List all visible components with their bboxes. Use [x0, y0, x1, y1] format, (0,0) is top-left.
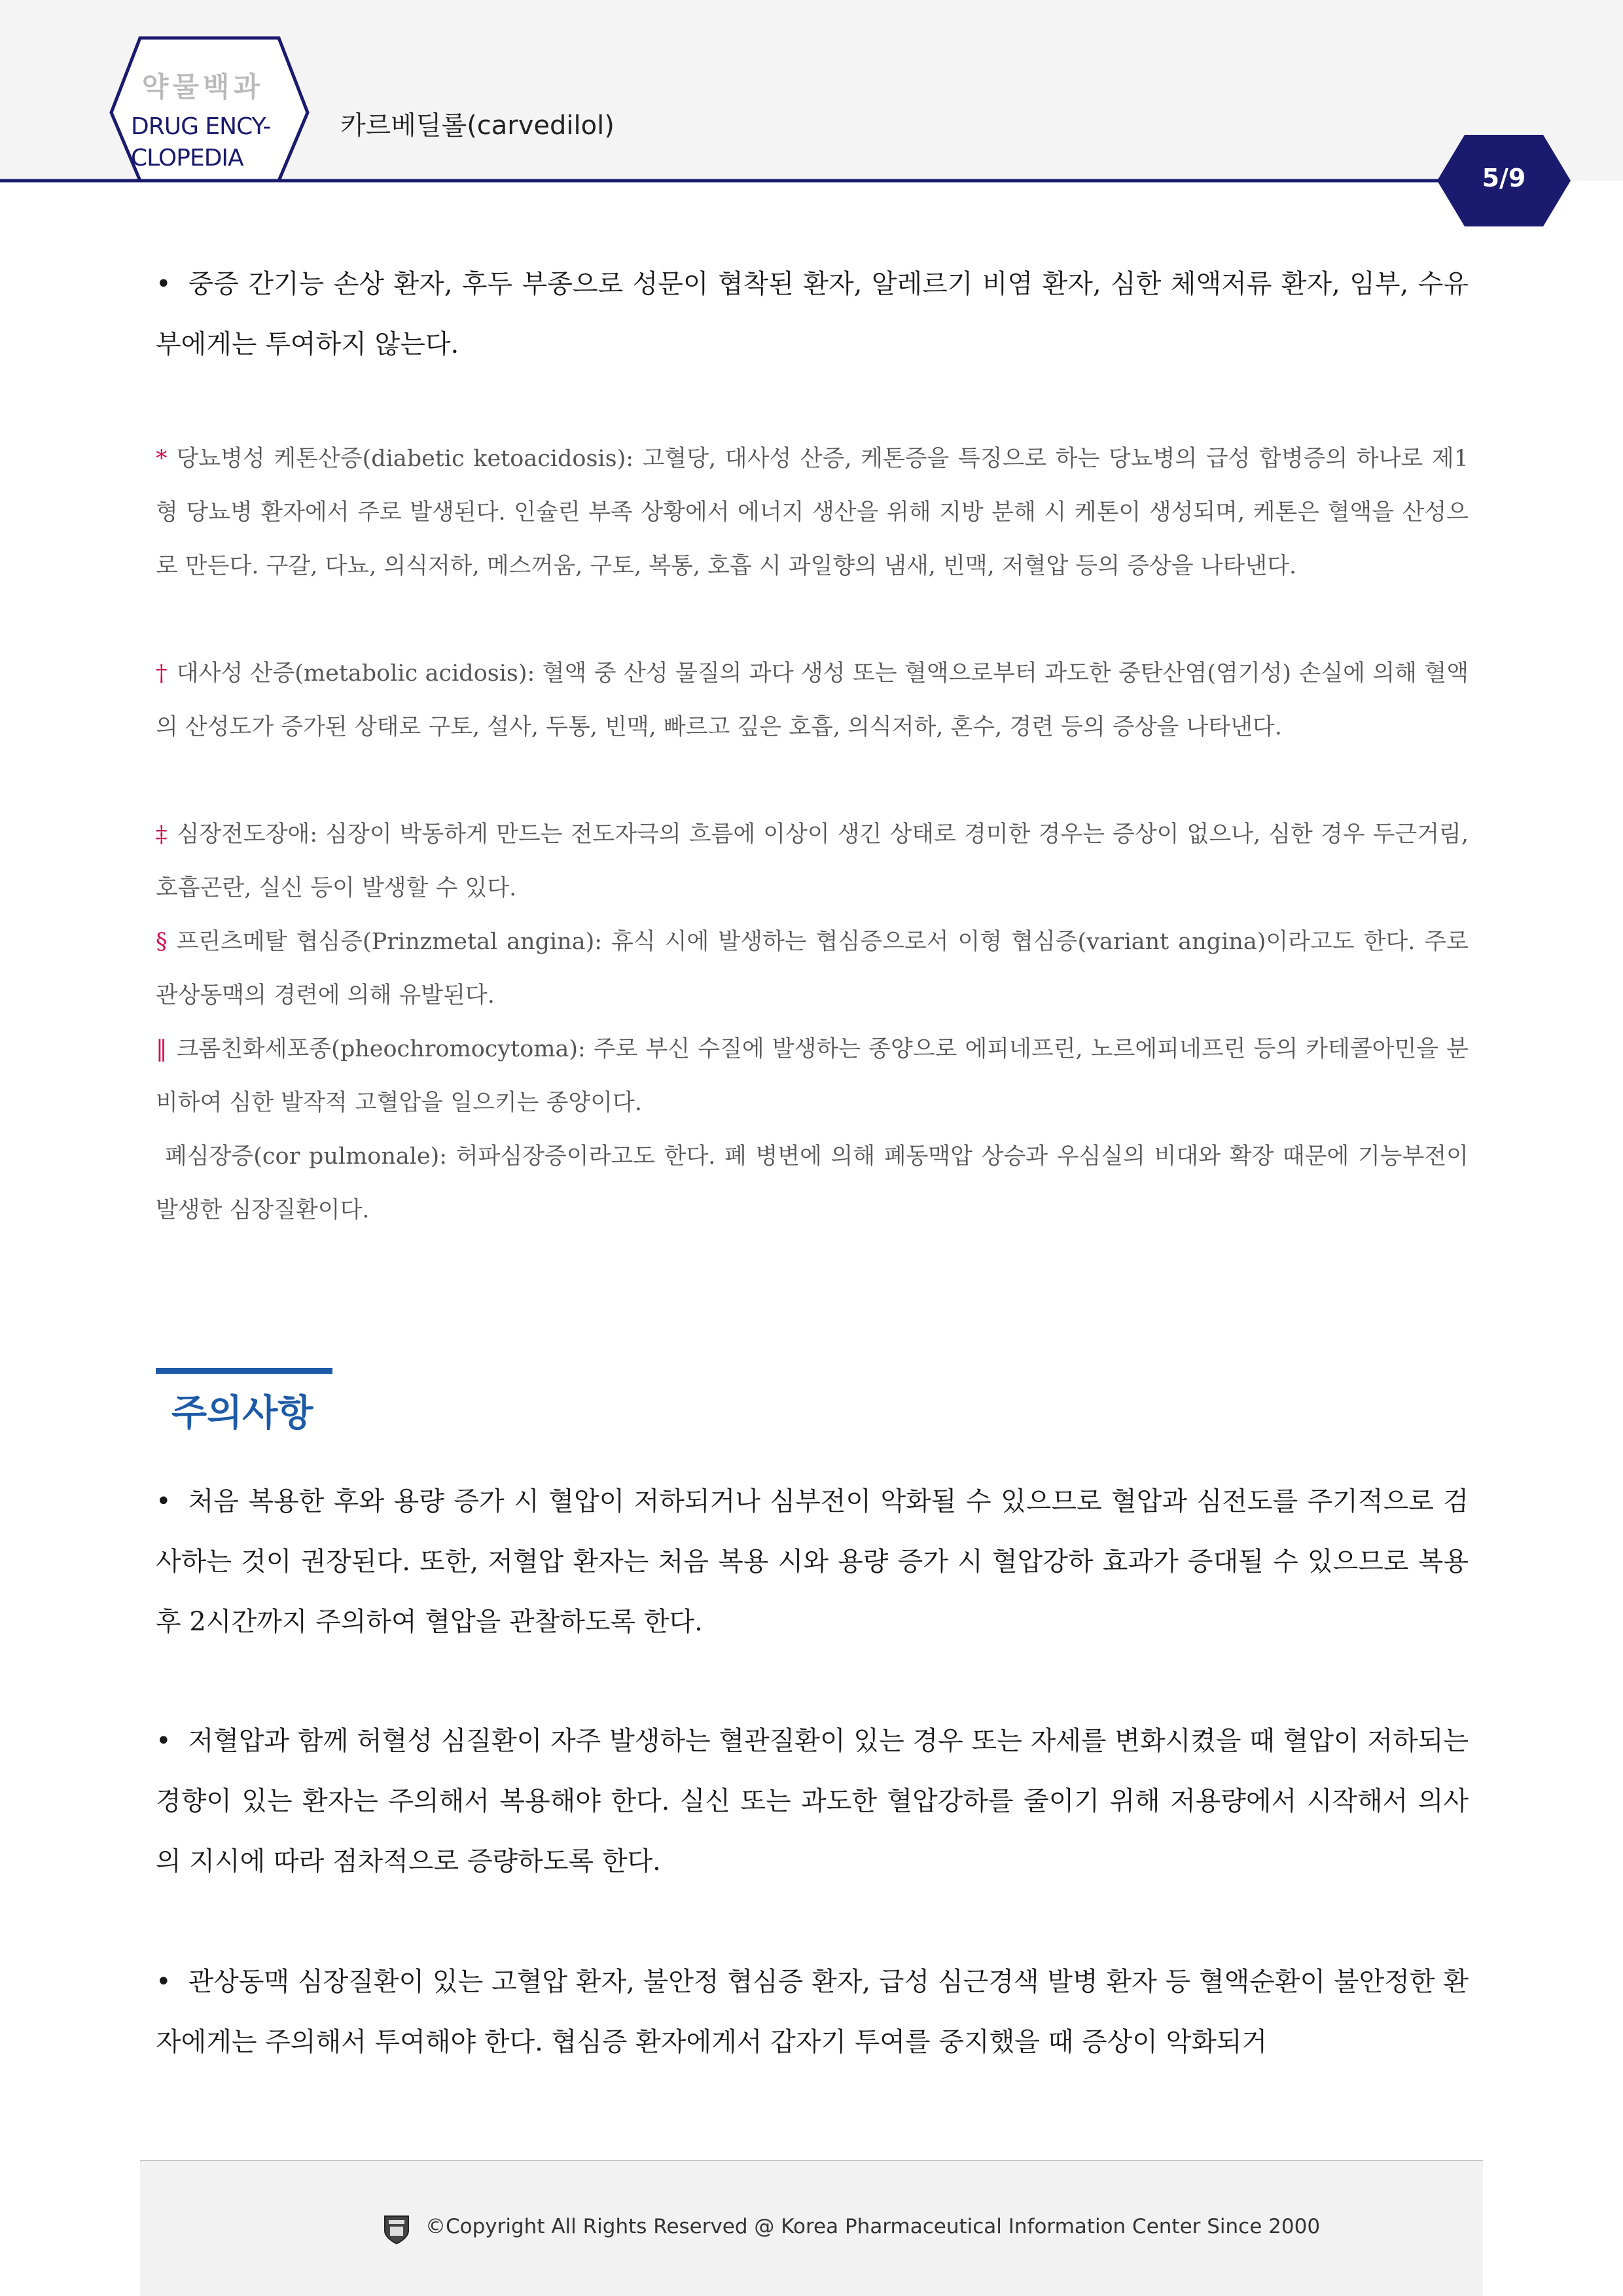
note-text: 프린츠메탈 협심증(Prinzmetal angina): 휴식 시에 발생하는 협심증으로서 이형 협심증(variant angina)이라고도 한다. 주로 관상동맥의 경련에 의해 유발된다.	[156, 929, 1469, 1009]
note-conduction-disorder	[156, 808, 1469, 915]
paragraph-text: 처음 복용한 후와 용량 증가 시 혈압이 저하되거나 심부전이 악화될 수 있으므로 혈압과 심전도를 주기적으로 검사하는 것이 권장된다. 또한, 저혈압 환자는 처음 복용 시와 용량 증가 시 혈압강하 효과가 증대될 수 있으므로 복용 후 2시간까지 주의하여 혈압을 관찰하도록 한다.	[156, 1486, 1469, 1637]
note-text: 심장전도장애: 심장이 박동하게 만드는 전도자극의 흐름에 이상이 생긴 상태로 경미한 경우는 증상이 없으나, 심한 경우 두근거림, 호흡곤란, 실신 등이 발생할 수 있다.	[156, 821, 1469, 901]
section-title: 주의사항	[171, 1392, 313, 1435]
bullet: •	[156, 1726, 171, 1756]
note-text: 크롬친화세포종(pheochromocytoma): 주로 부신 수질에 발생하는 종양으로 에피네프린, 노르에피네프린 등의 카테콜아민을 분비하여 심한 발작적 고혈압을 일으키는 종양이다.	[156, 1036, 1469, 1116]
copyright-text: ©Copyright All Rights Reserved @ Korea Pharmaceutical Information Center Since 2000	[425, 2215, 1321, 2238]
precaution-paragraph-1	[156, 1471, 1469, 1652]
note-pheochromocytoma	[156, 1022, 1469, 1130]
note-mark: ‡	[156, 821, 168, 848]
note-mark: †	[156, 660, 168, 687]
note-mark: ‖	[156, 1036, 168, 1062]
logo-english-line-2: CLOPEDIA	[131, 145, 243, 171]
contraindication-paragraph	[156, 254, 1469, 374]
note-mark: *	[156, 446, 168, 472]
note-metabolic-acidosis	[156, 647, 1469, 754]
note-cor-pulmonale	[156, 1130, 1469, 1237]
document-title: 카르베딜롤(carvedilol)	[340, 111, 615, 141]
note-text: 대사성 산증(metabolic acidosis): 혈액 중 산성 물질의 과다 생성 또는 혈액으로부터 과도한 중탄산염(염기성) 손실에 의해 혈액의 산성도가 증가된 상태로 구토, 설사, 두통, 빈맥, 빠르고 깊은 호흡, 의식저하, 혼수, 경련 등의 증상을 나타낸다.	[156, 660, 1469, 740]
paragraph-text: 중증 간기능 손상 환자, 후두 부종으로 성문이 협착된 환자, 알레르기 비염 환자, 심한 체액저류 환자, 임부, 수유부에게는 투여하지 않는다.	[156, 269, 1469, 359]
section-rule	[156, 1368, 332, 1374]
note-prinzmetal-angina	[156, 915, 1469, 1022]
bullet: •	[156, 1486, 171, 1516]
kpic-emblem-icon	[382, 2214, 411, 2245]
note-diabetic-ketoacidosis	[156, 432, 1469, 593]
logo-korean: 약물백과	[141, 71, 264, 103]
precaution-paragraph-2	[156, 1711, 1469, 1892]
note-text: 폐심장증(cor pulmonale): 허파심장증이라고도 한다. 폐 병변에 의해 폐동맥압 상승과 우심실의 비대와 확장 때문에 기능부전이 발생한 심장질환이다.	[156, 1143, 1469, 1223]
note-text: 당뇨병성 케톤산증(diabetic ketoacidosis): 고혈당, 대사성 산증, 케톤증을 특징으로 하는 당뇨병의 급성 합병증의 하나로 제1형 당뇨병 환자에서 주로 발생된다. 인슐린 부족 상황에서 에너지 생산을 위해 지방 분해 시 케톤이 생성되며, 케톤은 혈액을 산성으로 만든다. 구갈, 다뇨, 의식저하, 메스꺼움, 구토, 복통, 호흡 시 과일향의 냄새, 빈맥, 저혈압 등의 증상을 나타낸다.	[156, 446, 1469, 579]
precaution-paragraph-3	[156, 1952, 1469, 2072]
paragraph-text: 관상동맥 심장질환이 있는 고혈압 환자, 불안정 협심증 환자, 급성 심근경색 발병 환자 등 혈액순환이 불안정한 환자에게는 주의해서 투여해야 한다. 협심증 환자에게서 갑자기 투여를 중지했을 때 증상이 악화되거	[156, 1967, 1469, 2057]
note-mark: §	[156, 929, 168, 955]
bullet: •	[156, 1967, 171, 1997]
paragraph-text: 저혈압과 함께 허혈성 심질환이 자주 발생하는 혈관질환이 있는 경우 또는 자세를 변화시켰을 때 혈압이 저하되는 경향이 있는 환자는 주의해서 복용해야 한다. 실신 또는 과도한 혈압강하를 줄이기 위해 저용량에서 시작해서 의사의 지시에 따라 점차적으로 증량하도록 한다.	[156, 1726, 1469, 1876]
page-number: 5/9	[1482, 164, 1526, 192]
logo-english-line-1: DRUG ENCY-	[131, 113, 271, 140]
bullet: •	[156, 269, 171, 299]
logo-english	[131, 111, 288, 174]
